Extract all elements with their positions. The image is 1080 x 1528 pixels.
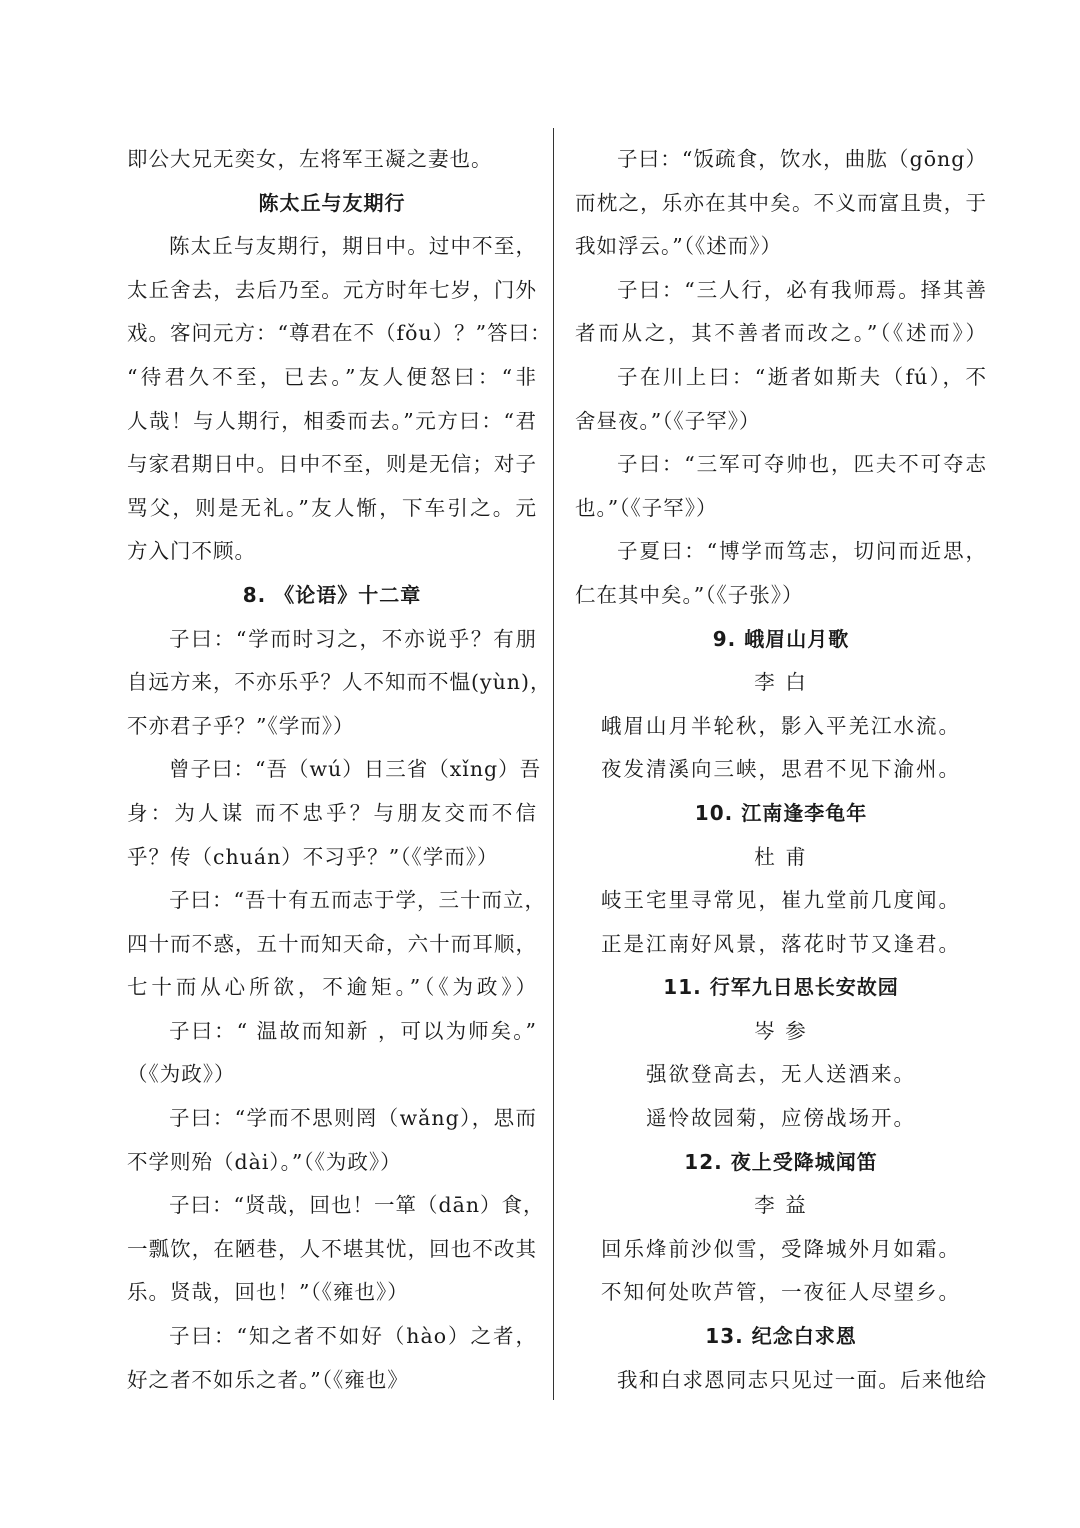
text-line: “待君久不至，已去。”友人便怒曰：“非 bbox=[127, 364, 537, 389]
text-line: 人哉！与人期行，相委而去。”元方曰：“君 bbox=[127, 408, 537, 433]
text-line: 即公大兄无奕女，左将军王凝之妻也。 bbox=[127, 147, 493, 171]
text-line: 李 益 bbox=[754, 1193, 808, 1218]
text-line: 子曰：“三人行，必有我师焉。择其善 bbox=[617, 277, 987, 302]
section-heading: 10. 江南逢李龟年 bbox=[694, 800, 868, 825]
text-line: 回乐烽前沙似雪，受降城外月如霜。 bbox=[601, 1236, 961, 1261]
text-line: 不亦君子乎？”《学而》） bbox=[127, 713, 355, 738]
text-line: 子曰：“饭疏食，饮水，曲肱（gōng） bbox=[617, 147, 987, 171]
text-line: 一瓢饮，在陋巷，人不堪其忧，回也不改其 bbox=[127, 1236, 537, 1261]
text-line: 子曰：“学而时习之，不亦说乎？有朋 bbox=[169, 626, 537, 651]
text-line: 不知何处吹芦管，一夜征人尽望乡。 bbox=[601, 1280, 961, 1305]
text-line: 陈太丘与友期行，期日中。过中不至， bbox=[169, 234, 537, 259]
right-column bbox=[575, 138, 987, 1402]
section-heading: 8. 《论语》十二章 bbox=[242, 582, 422, 607]
column-divider bbox=[553, 128, 554, 1400]
text-line: 我如浮云。”（《述而》） bbox=[575, 234, 782, 259]
text-line: 子曰：“学而不思则罔（wǎng），思而 bbox=[169, 1106, 537, 1131]
text-line: 子曰：“知之者不如好（hào）之者， bbox=[169, 1324, 537, 1349]
text-line: 自远方来，不亦乐乎？人不知而不愠(yùn)， bbox=[127, 670, 552, 695]
text-line: （《为政》） bbox=[127, 1062, 236, 1087]
text-line: 与家君期日中。日中不至，则是无信；对子 bbox=[127, 452, 537, 477]
section-heading: 11. 行军九日思长安故园 bbox=[663, 975, 899, 1000]
text-line: 子在川上曰：“逝者如斯夫（fú），不 bbox=[617, 364, 987, 389]
text-line: 曾子曰：“吾（wú）日三省（xǐng）吾 bbox=[169, 757, 542, 782]
text-line: 者而从之，其不善者而改之。”（《述而》） bbox=[575, 321, 987, 346]
text-line: 子曰：“吾十有五而志于学，三十而立， bbox=[169, 888, 546, 913]
text-line: 子曰：“ 温故而知新 ，可以为师矣。” bbox=[169, 1018, 537, 1043]
text-line: 乎？传（chuán）不习乎？”（《学而》） bbox=[127, 844, 499, 869]
text-line: 七十而从心所欲，不逾矩。”（《为政》） bbox=[127, 975, 537, 1000]
text-line: 戏。客问元方：“尊君在不（fǒu）？”答曰： bbox=[127, 321, 552, 346]
text-line: 骂父，则是无礼。”友人惭，下车引之。元 bbox=[127, 495, 537, 520]
text-line: 峨眉山月半轮秋，影入平羌江水流。 bbox=[601, 713, 961, 738]
text-line: 杜 甫 bbox=[754, 844, 808, 869]
text-line: 强欲登高去，无人送酒来。 bbox=[646, 1062, 916, 1087]
left-column bbox=[127, 138, 552, 1402]
text-line: 子夏曰：“博学而笃志，切问而近思， bbox=[617, 539, 987, 564]
text-line: 舍昼夜。”（《子罕》） bbox=[575, 408, 761, 433]
section-heading: 陈太丘与友期行 bbox=[258, 190, 406, 215]
text-line: 岑 参 bbox=[754, 1018, 808, 1043]
section-heading: 9. 峨眉山月歌 bbox=[712, 626, 850, 651]
text-line: 好之者不如乐之者。”（《雍也》 bbox=[127, 1367, 409, 1392]
text-line: 四十而不惑，五十而知天命，六十而耳顺， bbox=[127, 931, 537, 956]
text-line: 李 白 bbox=[754, 670, 808, 695]
text-line: 身：为人谋 而不忠乎？与朋友交而不信 bbox=[127, 800, 537, 825]
text-line: 夜发清溪向三峡，思君不见下渝州。 bbox=[601, 757, 961, 782]
text-line: 遥怜故园菊，应傍战场开。 bbox=[646, 1106, 916, 1131]
text-line: 也。”（《子罕》） bbox=[575, 495, 718, 520]
text-line: 太丘舍去，去后乃至。元方时年七岁，门外 bbox=[127, 277, 537, 302]
text-line: 不学则殆（dài）。”（《为政》） bbox=[127, 1149, 402, 1174]
text-line: 我和白求恩同志只见过一面。后来他给 bbox=[617, 1367, 987, 1392]
text-line: 而枕之，乐亦在其中矣。不义而富且贵，于 bbox=[575, 190, 987, 215]
text-line: 子曰：“三军可夺帅也，匹夫不可夺志 bbox=[617, 452, 987, 477]
section-heading: 12. 夜上受降城闻笛 bbox=[684, 1149, 878, 1174]
text-line: 仁在其中矣。”（《子张》） bbox=[575, 582, 804, 607]
text-line: 岐王宅里寻常见，崔九堂前几度闻。 bbox=[601, 888, 961, 913]
text-line: 乐。贤哉，回也！”（《雍也》） bbox=[127, 1280, 409, 1305]
text-line: 子曰：“贤哉，回也！一箪（dān）食， bbox=[169, 1193, 545, 1218]
text-line: 方入门不顾。 bbox=[127, 539, 256, 564]
section-heading: 13. 纪念白求恩 bbox=[705, 1324, 857, 1349]
text-line: 正是江南好风景，落花时节又逢君。 bbox=[601, 931, 961, 956]
